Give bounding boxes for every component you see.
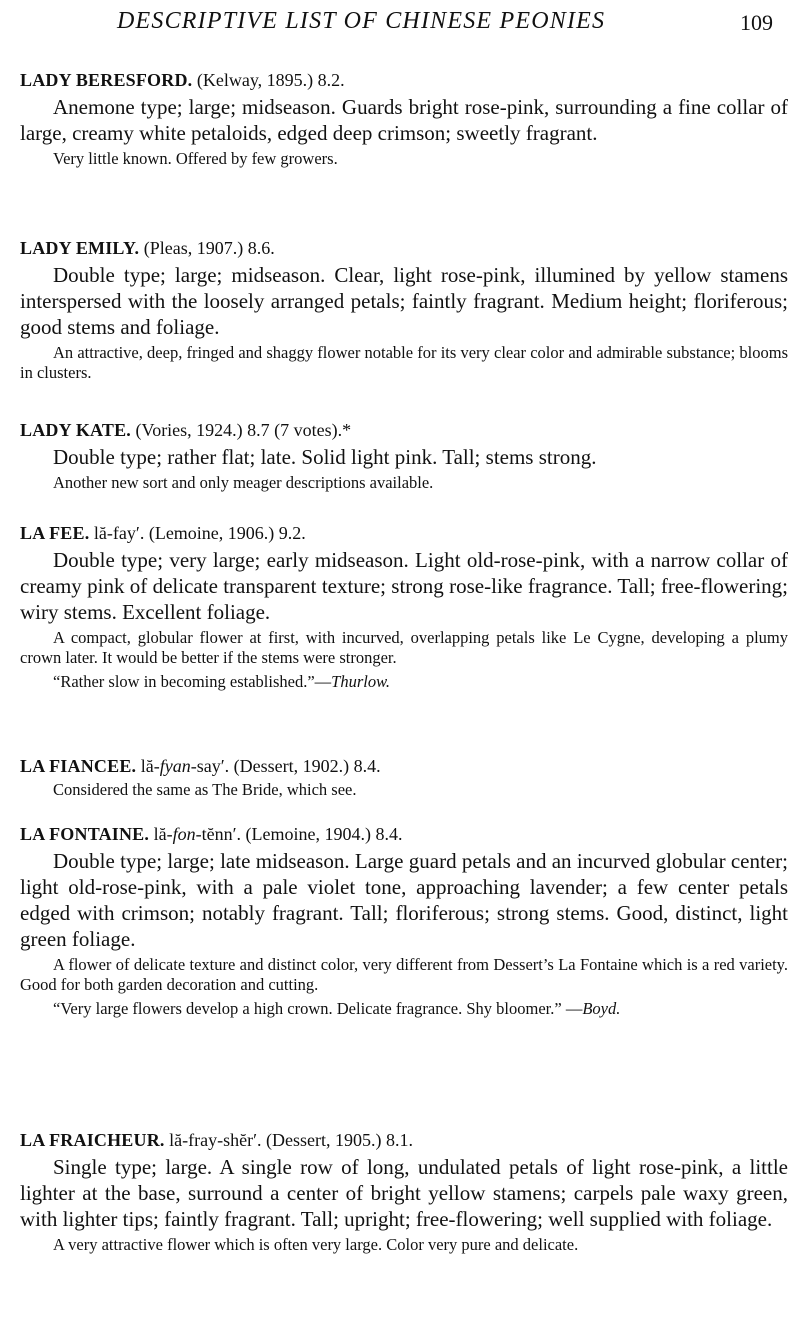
entry-details: (Kelway, 1895.) 8.2. bbox=[196, 70, 345, 90]
entry-pronunciation: lă-fay′. bbox=[93, 523, 145, 543]
entry-heading bbox=[20, 419, 788, 441]
entry-pronunciation bbox=[154, 824, 241, 844]
pronunciation-part: lă- bbox=[153, 824, 173, 844]
pronunciation-part: -say′. bbox=[190, 756, 230, 776]
entry-lady-emily bbox=[20, 237, 788, 383]
entry-details: (Vories, 1924.) 8.7 (7 votes).* bbox=[135, 420, 352, 440]
entry-note: A flower of delicate texture and distinct color, very different from Dessert’s La Fontaine which is a red variety. Good for both garden decoration and cutting. bbox=[20, 955, 788, 994]
quote-text: “Very large flowers develop a high crown. Delicate fragrance. Shy bloomer.” — bbox=[53, 999, 583, 1018]
entry-quote bbox=[20, 999, 788, 1019]
entry-details: (Pleas, 1907.) 8.6. bbox=[143, 238, 275, 258]
entry-details: (Dessert, 1902.) 8.4. bbox=[233, 756, 381, 776]
entry-heading bbox=[20, 823, 788, 845]
pronunciation-stress: fon bbox=[172, 824, 196, 844]
quote-author: Boyd. bbox=[582, 999, 621, 1018]
entry-note: Very little known. Offered by few growers. bbox=[53, 149, 338, 168]
pronunciation-part: -tĕnn′. bbox=[195, 824, 242, 844]
entry-quote bbox=[20, 672, 788, 692]
entry-la-fiancee bbox=[20, 755, 788, 800]
entry-details: (Dessert, 1905.) 8.1. bbox=[266, 1130, 413, 1150]
entry-heading bbox=[20, 69, 788, 91]
entry-name: LADY EMILY. bbox=[20, 238, 140, 258]
pronunciation-part: lă- bbox=[140, 756, 160, 776]
entry-la-fontaine bbox=[20, 823, 788, 1019]
entry-name: LADY KATE. bbox=[20, 420, 132, 440]
entry-note: An attractive, deep, fringed and shaggy flower notable for its very clear color and admirable substance; blooms in clusters. bbox=[20, 343, 788, 382]
entry-la-fraicheur bbox=[20, 1129, 788, 1255]
entry-note: Another new sort and only meager descriptions available. bbox=[53, 473, 434, 492]
entry-note: Considered the same as The Bride, which see. bbox=[53, 780, 357, 799]
entry-note: A compact, globular flower at first, with incurved, overlapping petals like Le Cygne, developing a plumy crown later. It would be better if the stems were stronger. bbox=[20, 628, 788, 667]
entry-name: LA FIANCEE. bbox=[20, 756, 137, 776]
entry-description: Double type; rather flat; late. Solid light pink. Tall; stems strong. bbox=[53, 445, 597, 469]
entry-description: Single type; large. A single row of long, undulated petals of light rose-pink, a little lighter at the base, surround a center of bright yellow stamens; carpels pale waxy green, with lighter tips; faintly fragrant. Tall; upright; free-flowering; well supplied with foliage. bbox=[20, 1155, 788, 1231]
running-head: DESCRIPTIVE LIST OF CHINESE PEONIES bbox=[117, 8, 606, 34]
entry-details: (Lemoine, 1904.) 8.4. bbox=[245, 824, 403, 844]
entry-heading bbox=[20, 522, 788, 544]
entry-pronunciation: lă-fray-shĕr′. bbox=[169, 1130, 262, 1150]
entry-name: LA FEE. bbox=[20, 523, 90, 543]
entry-pronunciation bbox=[141, 756, 229, 776]
entry-lady-beresford bbox=[20, 69, 788, 169]
quote-text: “Rather slow in becoming established.”— bbox=[53, 672, 332, 691]
entry-heading bbox=[20, 755, 788, 777]
entry-description: Anemone type; large; midseason. Guards bright rose-pink, surrounding a fine collar of large, creamy white petaloids, edged deep crimson; sweetly fragrant. bbox=[20, 95, 788, 145]
entry-heading bbox=[20, 237, 788, 259]
entry-heading bbox=[20, 1129, 788, 1151]
quote-author: Thurlow. bbox=[331, 672, 390, 691]
entry-details: (Lemoine, 1906.) 9.2. bbox=[148, 523, 306, 543]
entry-note: A very attractive flower which is often very large. Color very pure and delicate. bbox=[53, 1235, 579, 1254]
pronunciation-stress: fyan bbox=[159, 756, 191, 776]
entry-name: LA FRAICHEUR. bbox=[20, 1130, 165, 1150]
entry-description: Double type; large; midseason. Clear, light rose-pink, illumined by yellow stamens interspersed with the loosely arranged petals; faintly fragrant. Medium height; floriferous; good stems and foliage. bbox=[20, 263, 788, 339]
entry-description: Double type; large; late midseason. Large guard petals and an incurved globular center; light old-rose-pink, with a pale violet tone, approaching lavender; a few center petals edged with crimson; notably fragrant. Tall; floriferous; strong stems. Good, distinct, light green foliage. bbox=[20, 849, 788, 951]
entry-lady-kate bbox=[20, 419, 788, 493]
entry-la-fee bbox=[20, 522, 788, 692]
entry-name: LA FONTAINE. bbox=[20, 824, 150, 844]
entry-name: LADY BERESFORD. bbox=[20, 70, 193, 90]
entry-description: Double type; very large; early midseason. Light old-rose-pink, with a narrow collar of creamy pink of delicate transparent texture; strong rose-like fragrance. Tall; free-flowering; wiry stems. Excellent foliage. bbox=[20, 548, 788, 624]
page-number: 109 bbox=[740, 10, 773, 35]
